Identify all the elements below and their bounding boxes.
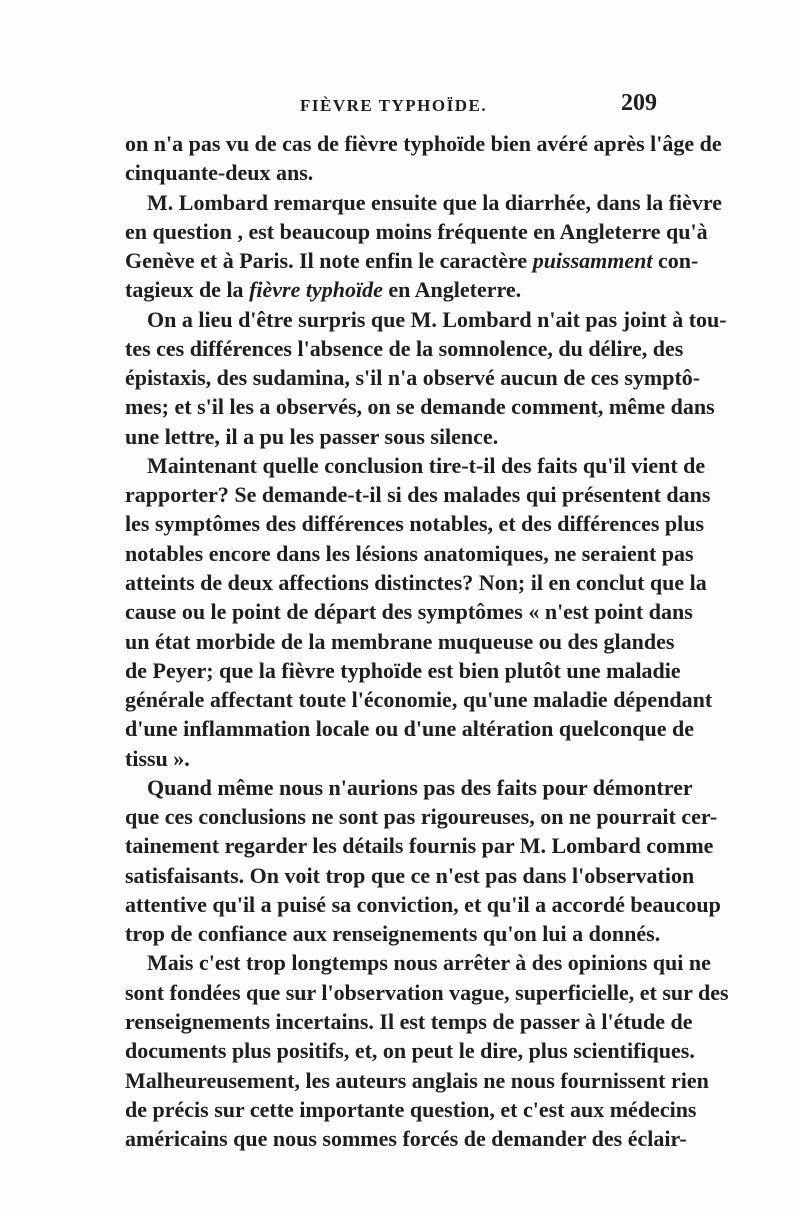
text-line: en question , est beaucoup moins fréquente en Angleterre qu'à xyxy=(125,218,708,244)
text-line: de Peyer; que la fièvre typhoïde est bien plutôt une maladie xyxy=(125,657,681,683)
text-line: tagieux de la fièvre typhoïde en Angleterre. xyxy=(125,277,522,303)
text-line: les symptômes des différences notables, et des différences plus xyxy=(125,511,705,537)
text-line: satisfaisants. On voit trop que ce n'est pas dans l'observation xyxy=(125,862,695,888)
text-line: une lettre, il a pu les passer sous silence. xyxy=(125,423,499,449)
running-head: FIÈVRE TYPHOÏDE. xyxy=(300,96,488,115)
body-text xyxy=(125,129,729,1153)
text-line: trop de confiance aux renseignements qu'on lui a donnés. xyxy=(125,921,661,947)
text-line: générale affectant toute l'économie, qu'une maladie dépendant xyxy=(125,687,713,713)
text-line: Genève et à Paris. Il note enfin le caractère puissamment con- xyxy=(125,248,699,274)
text-line: de précis sur cette importante question, et c'est aux médecins xyxy=(125,1096,697,1122)
text-line: tissu ». xyxy=(125,745,190,771)
text-line: que ces conclusions ne sont pas rigoureuses, on ne pourrait cer- xyxy=(125,804,718,830)
text-line: Mais c'est trop longtemps nous arrêter à des opinions qui ne xyxy=(147,950,711,976)
text-line: un état morbide de la membrane muqueuse ou des glandes xyxy=(125,628,675,654)
text-line: on n'a pas vu de cas de fièvre typhoïde bien avéré après l'âge de xyxy=(125,131,722,156)
text-line: documents plus positifs, et, on peut le dire, plus scientifiques. xyxy=(125,1038,695,1064)
text-line: d'une inflammation locale ou d'une altération quelconque de xyxy=(125,716,694,742)
text-line: Maintenant quelle conclusion tire-t-il des faits qu'il vient de xyxy=(147,452,706,478)
text-line: cinquante-deux ans. xyxy=(125,160,314,186)
text-line: cause ou le point de départ des symptômes « n'est point dans xyxy=(125,599,693,625)
text-line: tes ces différences l'absence de la somnolence, du délire, des xyxy=(125,335,684,361)
text-line: sont fondées que sur l'observation vague, superficielle, et sur des xyxy=(125,979,729,1005)
text-line: M. Lombard remarque ensuite que la diarrhée, dans la fièvre xyxy=(147,189,723,215)
text-line: notables encore dans les lésions anatomiques, ne seraient pas xyxy=(125,540,694,566)
text-line: renseignements incertains. Il est temps de passer à l'étude de xyxy=(125,1008,693,1034)
text-line: On a lieu d'être surpris que M. Lombard n'ait pas joint à tou- xyxy=(147,306,727,332)
text-line: atteints de deux affections distinctes? Non; il en conclut que la xyxy=(125,569,707,595)
text-line: rapporter? Se demande-t-il si des malades qui présentent dans xyxy=(125,482,711,508)
text-line: Quand même nous n'aurions pas des faits pour démontrer xyxy=(147,774,693,800)
text-line: Malheureusement, les auteurs anglais ne nous fournissent rien xyxy=(125,1067,709,1093)
text-line: mes; et s'il les a observés, on se demande comment, même dans xyxy=(125,394,715,420)
page-number: 209 xyxy=(621,90,657,116)
text-line: tainement regarder les détails fournis par M. Lombard comme xyxy=(125,833,714,859)
text-line: américains que nous sommes forcés de demander des éclair- xyxy=(125,1126,687,1152)
text-line: attentive qu'il a puisé sa conviction, et qu'il a accordé beaucoup xyxy=(125,891,721,917)
text-line: épistaxis, des sudamina, s'il n'a observé aucun de ces symptô- xyxy=(125,365,701,391)
